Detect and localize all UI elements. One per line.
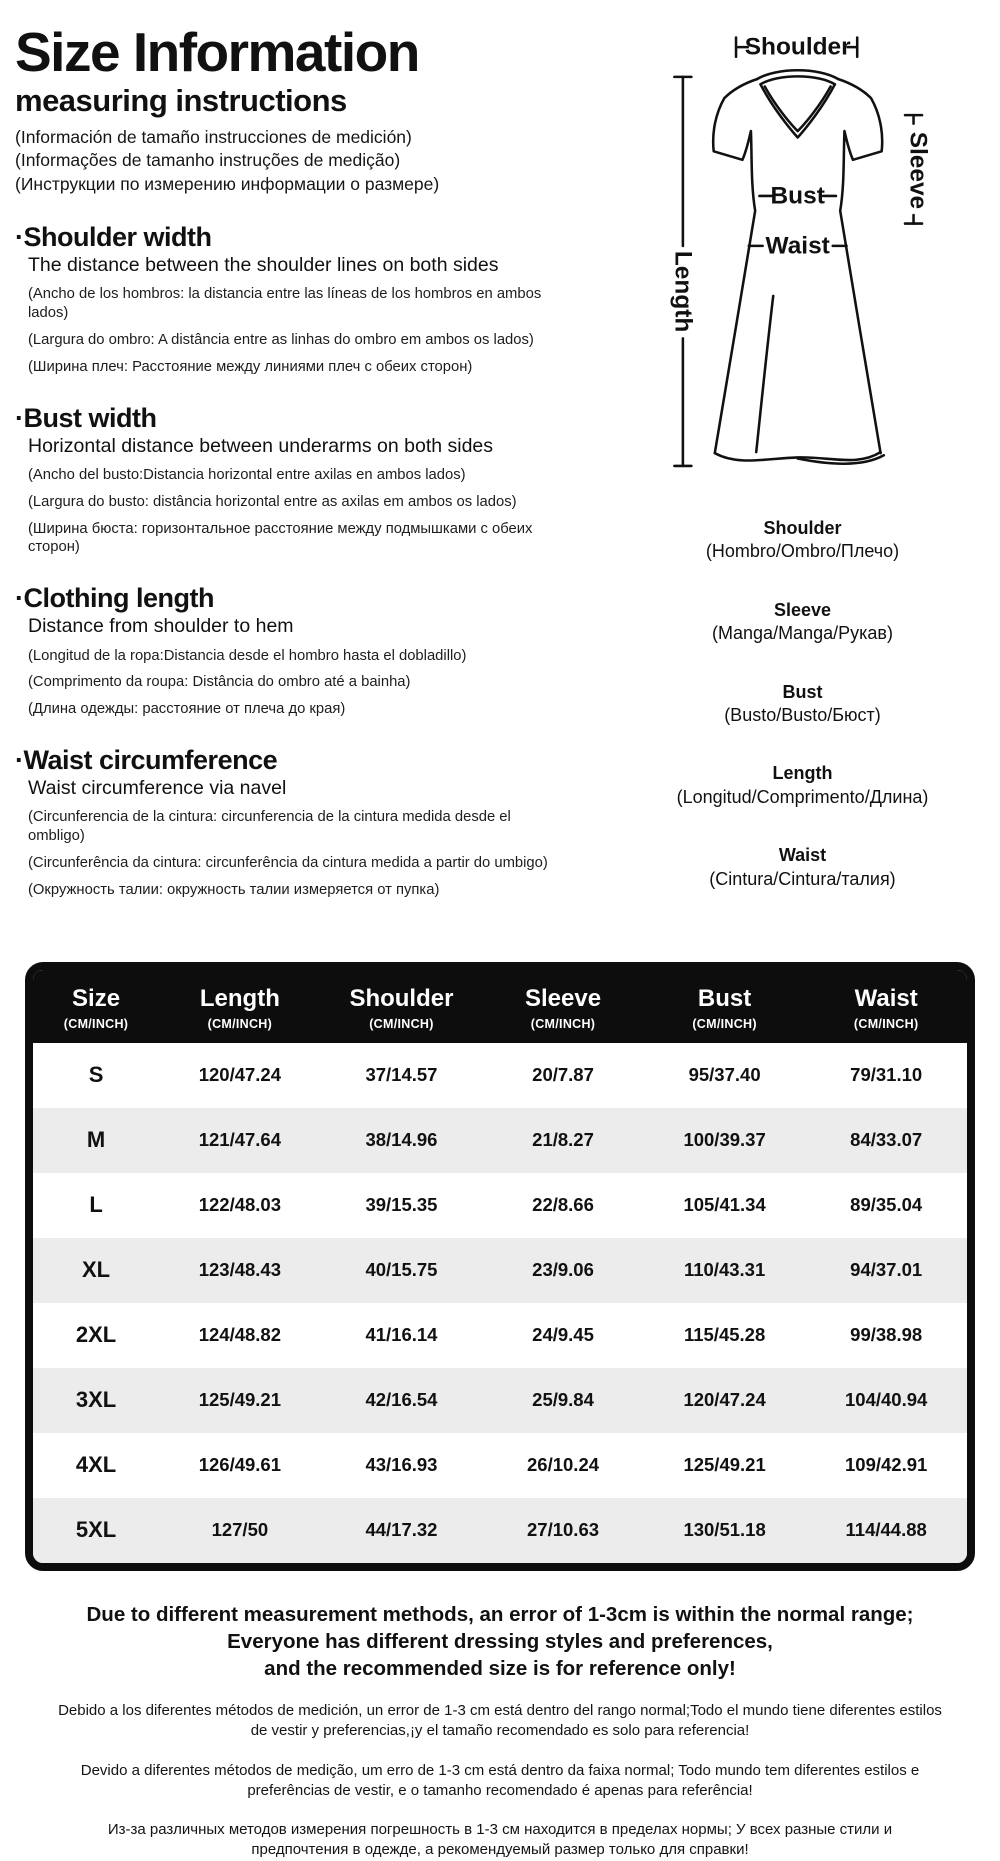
measure-label-length [677, 762, 929, 809]
column-label: Waist [854, 984, 918, 1012]
cell-bust: 115/45.28 [683, 1324, 766, 1346]
cell-shoulder: 41/16.14 [365, 1324, 438, 1346]
column-header-waist [805, 985, 967, 1031]
cell-bust: 120/47.24 [683, 1389, 766, 1411]
measure-translations: (Hombro/Ombro/Плечо) [705, 541, 900, 562]
cell-shoulder: 37/14.57 [365, 1064, 438, 1086]
shoulder-diagram-label: Shoulder [744, 33, 851, 61]
column-unit: (CM/INCH) [692, 1016, 757, 1031]
section-description: Horizontal distance between underarms on both sides [28, 434, 494, 457]
cell-waist: 94/37.01 [850, 1259, 923, 1281]
section-title: Clothing length [23, 583, 214, 614]
measure-label-list [677, 517, 929, 926]
cell-sleeve: 23/9.06 [532, 1259, 594, 1281]
measure-translations: (Cintura/Cintura/талия) [709, 868, 896, 889]
measure-label-waist [677, 844, 929, 891]
cell-waist: 89/35.04 [850, 1194, 923, 1216]
column-label: Sleeve [524, 984, 602, 1012]
section-heading [15, 745, 605, 776]
cell-bust: 110/43.31 [683, 1259, 766, 1281]
section-translation-es: (Longitud de la ropa:Distancia desde el hombro hasta el dobladillo) [28, 647, 467, 664]
cell-length: 123/48.43 [198, 1259, 282, 1281]
section-translation-pt: (Largura do ombro: A distância entre as linhas do ombro em ambos os lados) [28, 331, 534, 348]
cell-waist: 79/31.10 [850, 1064, 923, 1086]
measure-translations: (Busto/Busto/Бюст) [724, 704, 881, 725]
footer-note-es: Debido a los diferentes métodos de medición, un error de 1-3 cm está dentro del rango normal;Todo el mundo tiene diferentes estilos de vestir y preferencias,¡y el tamaño recomendado es solo para referencia! [58, 1702, 942, 1740]
column-label: Length [199, 984, 280, 1012]
footer-notes [0, 1601, 1000, 1861]
cell-bust: 130/51.18 [683, 1519, 766, 1541]
cell-bust: 105/41.34 [683, 1194, 766, 1216]
column-label: Size [72, 984, 121, 1012]
cell-length: 127/50 [211, 1519, 269, 1541]
length-measure-line [669, 77, 696, 466]
cell-size: M [86, 1127, 106, 1153]
subtitle-translation-ru: (Инструкции по измерению информации о размере) [15, 173, 440, 194]
section-translation-ru: (Длина одежды: расстояние от плеча до края) [28, 701, 346, 718]
column-label: Bust [697, 984, 752, 1012]
cell-shoulder: 39/15.35 [365, 1194, 438, 1216]
column-unit: (CM/INCH) [207, 1016, 273, 1031]
sleeve-diagram-label: Sleeve [903, 131, 931, 210]
measure-translations: (Longitud/Comprimento/Длина) [676, 786, 929, 807]
footer-note-pt: Devido a diferentes métodos de medição, um erro de 1-3 cm está dentro da faixa normal; Todo mundo tem diferentes estilos e preferências de vestir, e o tamanho recomendado é apenas para referência! [80, 1761, 920, 1799]
cell-size: 4XL [75, 1452, 117, 1478]
length-diagram-label: Length [668, 250, 696, 333]
column-unit: (CM/INCH) [853, 1016, 919, 1031]
cell-shoulder: 42/16.54 [365, 1389, 438, 1411]
cell-shoulder: 40/15.75 [365, 1259, 438, 1281]
footer-note-ru: Из-за различных методов измерения погрешность в 1-3 см находится в пределах нормы; У всех разные стили и предпочтения в одежде, а рекомендуемый размер только для справки! [107, 1821, 893, 1859]
bullet: · [15, 402, 24, 433]
dress-outline [713, 70, 884, 464]
measure-name: Length [772, 763, 833, 784]
table-row-m [33, 1108, 967, 1173]
column-header-bust [644, 985, 806, 1031]
table-row-xl [33, 1238, 967, 1303]
measure-label-bust [677, 681, 929, 728]
column-unit: (CM/INCH) [530, 1016, 596, 1031]
cell-waist: 114/44.88 [845, 1519, 927, 1541]
cell-shoulder: 44/17.32 [365, 1519, 438, 1541]
cell-waist: 109/42.91 [845, 1454, 928, 1476]
page-title: Size Information [15, 21, 419, 83]
size-table [25, 962, 975, 1571]
dress-measurement-diagram [638, 28, 968, 501]
bullet: · [15, 221, 24, 252]
cell-sleeve: 25/9.84 [532, 1389, 594, 1411]
bullet: · [15, 744, 24, 775]
cell-sleeve: 20/7.87 [532, 1064, 594, 1086]
cell-length: 121/47.64 [198, 1129, 282, 1151]
cell-bust: 95/37.40 [688, 1064, 761, 1086]
section-translation-es: (Ancho del busto:Distancia horizontal entre axilas en ambos lados) [28, 466, 466, 483]
column-header-length [159, 985, 321, 1031]
section-heading [15, 222, 605, 253]
measure-name: Waist [778, 845, 827, 866]
measure-translations: (Manga/Manga/Рукав) [712, 623, 893, 644]
cell-length: 120/47.24 [198, 1064, 282, 1086]
column-header-shoulder [321, 985, 483, 1031]
section-heading [15, 403, 605, 434]
cell-size: S [88, 1062, 104, 1088]
cell-waist: 84/33.07 [850, 1129, 923, 1151]
cell-length: 126/49.61 [198, 1454, 282, 1476]
section-title: Shoulder width [23, 221, 212, 252]
column-header-sleeve [482, 985, 644, 1031]
table-row-s [33, 1043, 967, 1108]
column-label: Shoulder [349, 984, 454, 1012]
cell-bust: 100/39.37 [683, 1129, 766, 1151]
section-translation-pt: (Largura do busto: distância horizontal entre as axilas em ambos os lados) [28, 493, 517, 510]
measure-name: Sleeve [773, 599, 832, 620]
table-row-2xl [33, 1303, 967, 1368]
section-title: Waist circumference [23, 744, 278, 775]
cell-sleeve: 27/10.63 [527, 1519, 600, 1541]
section-translation-es: (Ancho de los hombros: la distancia entre las líneas de los hombros en ambos lados) [28, 286, 542, 322]
cell-shoulder: 38/14.96 [365, 1129, 438, 1151]
top-area [0, 0, 1000, 926]
section-translation-es: (Circunferencia de la cintura: circunferencia de la cintura medida desde el ombligo) [28, 809, 511, 845]
cell-size: 5XL [75, 1517, 117, 1543]
section-translation-ru: (Ширина бюста: горизонтальное расстояние между подмышками с обеих сторон) [28, 520, 533, 556]
cell-sleeve: 24/9.45 [532, 1324, 594, 1346]
table-row-5xl [33, 1498, 967, 1563]
column-header-size [33, 985, 159, 1031]
waist-diagram-label: Waist [765, 232, 830, 260]
waist-measure-label [748, 232, 846, 259]
section-bust-width [15, 403, 605, 558]
sleeve-measure-marks [904, 115, 931, 223]
cell-waist: 104/40.94 [845, 1389, 928, 1411]
shoulder-measure-bracket [736, 34, 857, 61]
table-row-l [33, 1173, 967, 1238]
cell-length: 122/48.03 [198, 1194, 282, 1216]
bust-diagram-label: Bust [770, 182, 825, 210]
measure-name: Bust [782, 681, 823, 702]
cell-size: XL [81, 1257, 111, 1283]
section-title: Bust width [23, 402, 157, 433]
cell-sleeve: 22/8.66 [532, 1194, 594, 1216]
subtitle-translation-es: (Información de tamaño instrucciones de medición) [15, 127, 412, 148]
section-waist-circumference [15, 745, 605, 900]
cell-size: 2XL [75, 1322, 117, 1348]
section-translation-pt: (Circunferência da cintura: circunferência da cintura medida a partir do umbigo) [28, 854, 548, 871]
measure-label-sleeve [677, 599, 929, 646]
size-table-body [33, 1043, 967, 1563]
bust-measure-label [759, 182, 836, 209]
section-translation-ru: (Ширина плеч: Расстояние между линиями плеч с обеих сторон) [28, 358, 473, 375]
cell-length: 125/49.21 [198, 1389, 282, 1411]
section-shoulder-width [15, 222, 605, 377]
section-translation-ru: (Окружность талии: окружность талии измеряется от пупка) [28, 881, 440, 898]
footer-bold-line-1: Due to different measurement methods, an error of 1-3cm is within the normal range; [86, 1602, 914, 1626]
subtitle-translation-pt: (Informações de tamanho instruções de medição) [15, 150, 401, 171]
instructions-column [0, 0, 605, 926]
cell-shoulder: 43/16.93 [365, 1454, 438, 1476]
cell-size: L [89, 1192, 103, 1218]
section-description: Waist circumference via navel [28, 776, 287, 799]
cell-size: 3XL [75, 1387, 117, 1413]
diagram-column [605, 0, 1000, 926]
table-row-3xl [33, 1368, 967, 1433]
size-table-header [33, 970, 967, 1043]
column-unit: (CM/INCH) [63, 1016, 129, 1031]
section-clothing-length [15, 583, 605, 719]
section-description: Distance from shoulder to hem [28, 615, 294, 638]
bullet: · [15, 583, 24, 614]
cell-length: 124/48.82 [198, 1324, 282, 1346]
measure-name: Shoulder [763, 518, 842, 538]
column-unit: (CM/INCH) [369, 1016, 434, 1031]
footer-bold-line-3: and the recommended size is for reference only! [264, 1657, 736, 1680]
page-subtitle: measuring instructions [15, 83, 347, 119]
table-row-4xl [33, 1433, 967, 1498]
cell-waist: 99/38.98 [850, 1324, 923, 1346]
measure-label-shoulder [677, 517, 929, 564]
footer-bold-line-2: Everyone has different dressing styles and preferences, [227, 1629, 773, 1653]
section-heading [15, 583, 605, 614]
section-translation-pt: (Comprimento da roupa: Distância do ombro até a bainha) [28, 674, 411, 691]
cell-sleeve: 21/8.27 [532, 1129, 594, 1151]
cell-sleeve: 26/10.24 [527, 1454, 600, 1476]
cell-bust: 125/49.21 [683, 1454, 766, 1476]
section-description: The distance between the shoulder lines on both sides [28, 254, 499, 277]
